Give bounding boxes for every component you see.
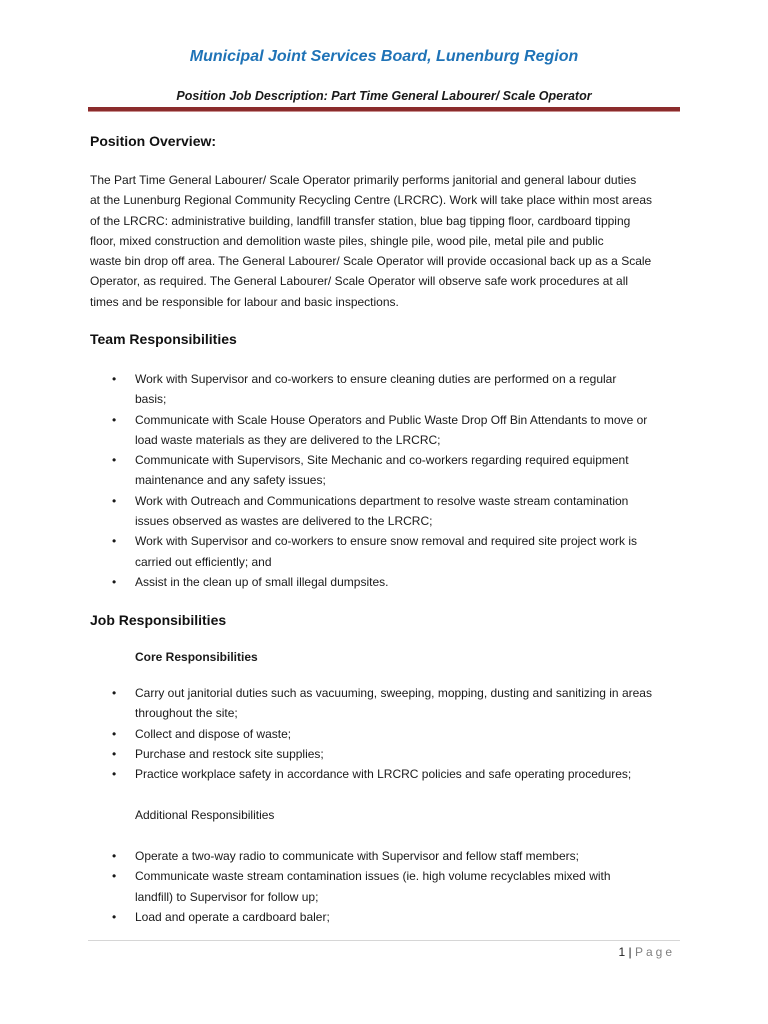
bullet-icon: • <box>112 726 117 741</box>
list-item <box>90 866 682 907</box>
overview-line: waste bin drop off area. The General Labourer/ Scale Operator will provide occasional back up as a Scale <box>90 254 652 269</box>
page-label: Page <box>634 945 675 959</box>
list-item-text: Collect and dispose of waste; <box>135 726 292 741</box>
list-item <box>90 907 682 927</box>
list-item-text: Load and operate a cardboard baler; <box>135 909 330 924</box>
list-item-text: maintenance and any safety issues; <box>135 473 326 488</box>
list-item <box>90 450 682 491</box>
bullet-icon: • <box>112 372 117 386</box>
list-item <box>90 369 682 410</box>
list-item-text: carried out efficiently; and <box>135 554 272 569</box>
list-item-text: Practice workplace safety in accordance with LRCRC policies and safe operating procedures; <box>135 767 632 782</box>
core-responsibilities-heading: Core Responsibilities <box>135 650 258 664</box>
list-item-text: load waste materials as they are delivered to the LRCRC; <box>135 432 441 447</box>
org-title: Municipal Joint Services Board, Lunenburg Region <box>189 48 579 65</box>
bullet-icon: • <box>112 534 117 549</box>
additional-responsibilities-heading: Additional Responsibilities <box>135 808 275 822</box>
list-item <box>90 724 682 744</box>
team-heading: Team Responsibilities <box>90 331 237 347</box>
list-item <box>90 846 682 866</box>
bullet-icon: • <box>112 767 117 782</box>
list-item <box>90 683 682 724</box>
document-subtitle: Position Job Description: Part Time General Labourer/ Scale Operator <box>176 89 592 103</box>
list-item <box>90 764 682 784</box>
list-item-text: Carry out janitorial duties such as vacuuming, sweeping, mopping, dusting and sanitizing in areas <box>135 686 652 700</box>
bullet-icon: • <box>112 746 117 761</box>
bullet-icon: • <box>112 909 117 924</box>
list-item <box>90 410 682 451</box>
overview-paragraph <box>90 170 682 312</box>
list-item-text: Assist in the clean up of small illegal dumpsites. <box>135 574 389 589</box>
overview-line: times and be responsible for labour and basic inspections. <box>90 294 399 309</box>
footer-rule <box>88 940 680 941</box>
overview-heading: Position Overview: <box>90 133 217 149</box>
list-item-text: Operate a two-way radio to communicate with Supervisor and fellow staff members; <box>135 849 579 863</box>
list-item-text: landfill) to Supervisor for follow up; <box>135 889 319 904</box>
overview-line: floor, mixed construction and demolition waste piles, shingle pile, wood pile, metal pile and public <box>90 233 604 248</box>
page-footer <box>618 945 675 959</box>
list-item-text: Work with Outreach and Communications department to resolve waste stream contamination <box>135 493 629 508</box>
list-item-text: Communicate waste stream contamination issues (ie. high volume recyclables mixed with <box>135 869 611 884</box>
list-item-text: Work with Supervisor and co-workers to ensure cleaning duties are performed on a regular <box>135 372 617 386</box>
team-responsibilities-list <box>90 369 682 592</box>
bullet-icon: • <box>112 493 117 508</box>
page-separator: | <box>628 945 632 959</box>
core-responsibilities-list <box>90 683 682 784</box>
title-rule <box>88 107 680 112</box>
overview-line: of the LRCRC: administrative building, landfill transfer station, blue bag tipping floor, cardboard tipping <box>90 213 631 228</box>
bullet-icon: • <box>112 849 117 863</box>
job-heading: Job Responsibilities <box>90 612 227 628</box>
bullet-icon: • <box>112 453 117 468</box>
list-item-text: issues observed as wastes are delivered to the LRCRC; <box>135 514 433 529</box>
overview-line: at the Lunenburg Regional Community Recycling Centre (LRCRC). Work will take place within most areas <box>90 193 653 208</box>
bullet-icon: • <box>112 574 117 589</box>
list-item-text: Work with Supervisor and co-workers to ensure snow removal and required site project work is <box>135 534 637 549</box>
list-item-text: Purchase and restock site supplies; <box>135 746 324 761</box>
list-item-text: Communicate with Supervisors, Site Mechanic and co-workers regarding required equipment <box>135 453 629 468</box>
bullet-icon: • <box>112 686 117 700</box>
list-item <box>90 744 682 764</box>
overview-line: The Part Time General Labourer/ Scale Operator primarily performs janitorial and general labour duties <box>90 173 637 187</box>
list-item <box>90 572 682 592</box>
additional-responsibilities-list <box>90 846 682 927</box>
list-item <box>90 491 682 532</box>
page-number: 1 <box>618 945 626 959</box>
list-item-text: throughout the site; <box>135 706 238 721</box>
bullet-icon: • <box>112 869 117 884</box>
list-item-text: Communicate with Scale House Operators and Public Waste Drop Off Bin Attendants to move or <box>135 412 648 427</box>
overview-line: Operator, as required. The General Labourer/ Scale Operator will observe safe work procedures at all <box>90 274 629 289</box>
list-item <box>90 531 682 572</box>
list-item-text: basis; <box>135 392 167 407</box>
bullet-icon: • <box>112 412 117 427</box>
